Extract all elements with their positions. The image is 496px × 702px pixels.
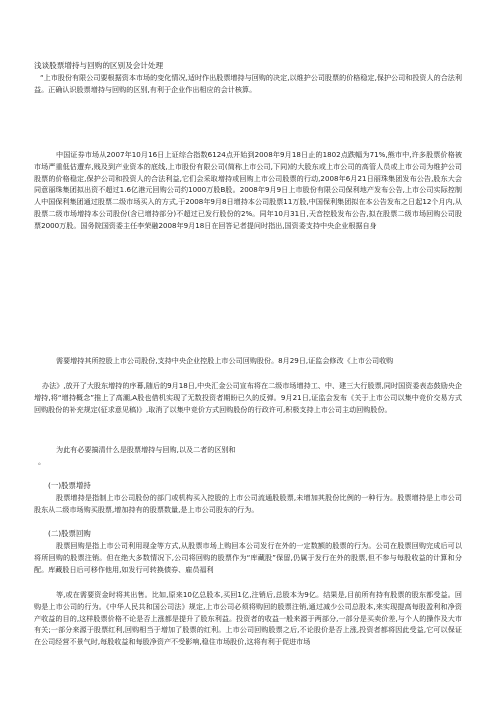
paragraph-soe-support: 需要增持其所控股上市公司股份,支持中央企业控股上市公司回购股份。8月29日,证监会修改《上市公司收购 [56, 356, 394, 365]
paragraph-stock-repurchase: 股票回购是指上市公司利用现金等方式,从股票市场上购回本公司发行在外的一定数额的股票的行为。公司在股票回购完成后可以将所回购的股票注销。但在绝大多数情况下,公司将回购的股票作为“库藏股”保留,仍属于发行在外的股票,但不参与每股收益的计算和分配。库藏股日后可移作他用,如发行可转换债券、雇员福利 [34, 541, 462, 574]
document-title: 浅谈股票增持与回购的区别及会计处理 [34, 61, 164, 70]
stray-mark: 。 [38, 457, 46, 466]
paragraph-stock-increase: 股票增持是指制上市公司股份的部门或机构买入控股的上市公司流通股股票,未增加其股份比例的一种行为。股票增持是上市公司股东从二级市场购买股票,增加持有的股票数量,是上市公司股东的行为。 [34, 493, 462, 514]
paragraph-repurchase-effects: 等,或在需要资金时将其出售。比如,原来10亿总股本,买回1亿,注销后,总股本为9亿。结果是,目前所有持有股票的股东都受益。回购是上市公司的行为。《中华人民共和国公司法》规定,上市公司必须将购回的股票注销,通过减少公司总股本,来实现提高每股盈利和净资产收益的目的,这样股票价格不论是否上涨都是提升了股东利益。投资者的收益一般来源于两部分,一部分是买卖价差,与个人的操作及大市有关;一部分来源于股票红利,回购相当于增加了股票的红利。上市公司回购股票之后,不论股价是否上涨,投资者都将因此受益,它可以保证在公司经营不景气时,每股收益和每股净资产不受影响,稳住市场股价,这将有利于促进市场 [34, 590, 462, 647]
paragraph-purpose: 为此有必要搞清什么是股票增持与回购,以及二者的区别和 [56, 445, 236, 454]
paragraph-regulation-changes: 办法》,放开了大股东增持的序幕,随后的9月18日,中央汇金公司宣布将在二级市场增持工、中、建三大行股票,同时国资委表态鼓励央企增持,将“增持概念”推上了高潮,A股也借机实现了无数投资者期盼已久的反弹。9月21日,证监会发布《关于上市公司以集中竞价交易方式回购股份的补充规定(征求意见稿)》,取消了以集中竞价方式回购股份的行政许可,积极支持上市公司主动回购股份。 [34, 381, 462, 414]
paragraph-market-background: 中国证券市场从2007年10月16日上证综合指数6124点开始到2008年9月18日止的1802点跌幅为71%,熊市中,许多股票价格被市场严重低估遭弃,贱及到产业资本的底线,上市股份有限公司(简称上市公司,下同)的大股东或上市公司的高管人员或上市公司为维护公司股票的价格稳定,保护公司和投资人的合法利益,它们会采取增持或回购上市公司股票的行动,2008年6月21日丽珠集团发布公告,股东大会同意丽珠集团拟出资不超过1.6亿港元回购公司约1000万股B股。2008年9月9日上市股份有限公司保利地产发布公告,上市公司实际控制人中国保利集团通过股票二级市场买入的方式,于2008年9月8日增持本公司股票11万股,中国保利集团拟在本公告发布之日起12个月内,从股票二级市场增持本公司股份(含已增持部分)不超过已发行股份的2%。同年10月31日,天音控股发布公告,拟在股票二级市场回购公司股票2000万股。国务院国资委主任李荣融2008年9月18日在回答记者提问时指出,国资委支持中央企业根据自身 [34, 150, 462, 230]
heading-stock-repurchase: (二)股票回购 [48, 529, 91, 538]
intro-paragraph: “上市股份有限公司要根据资本市场的变化情况,适时作出股票增持与回购的决定,以维护公司股票的价格稳定,保护公司和投资人的合法利益。正确认识股票增持与回购的区别,有利于企业作出相应的会计核算。 [34, 73, 462, 94]
heading-stock-increase: (一)股票增持 [48, 481, 91, 490]
